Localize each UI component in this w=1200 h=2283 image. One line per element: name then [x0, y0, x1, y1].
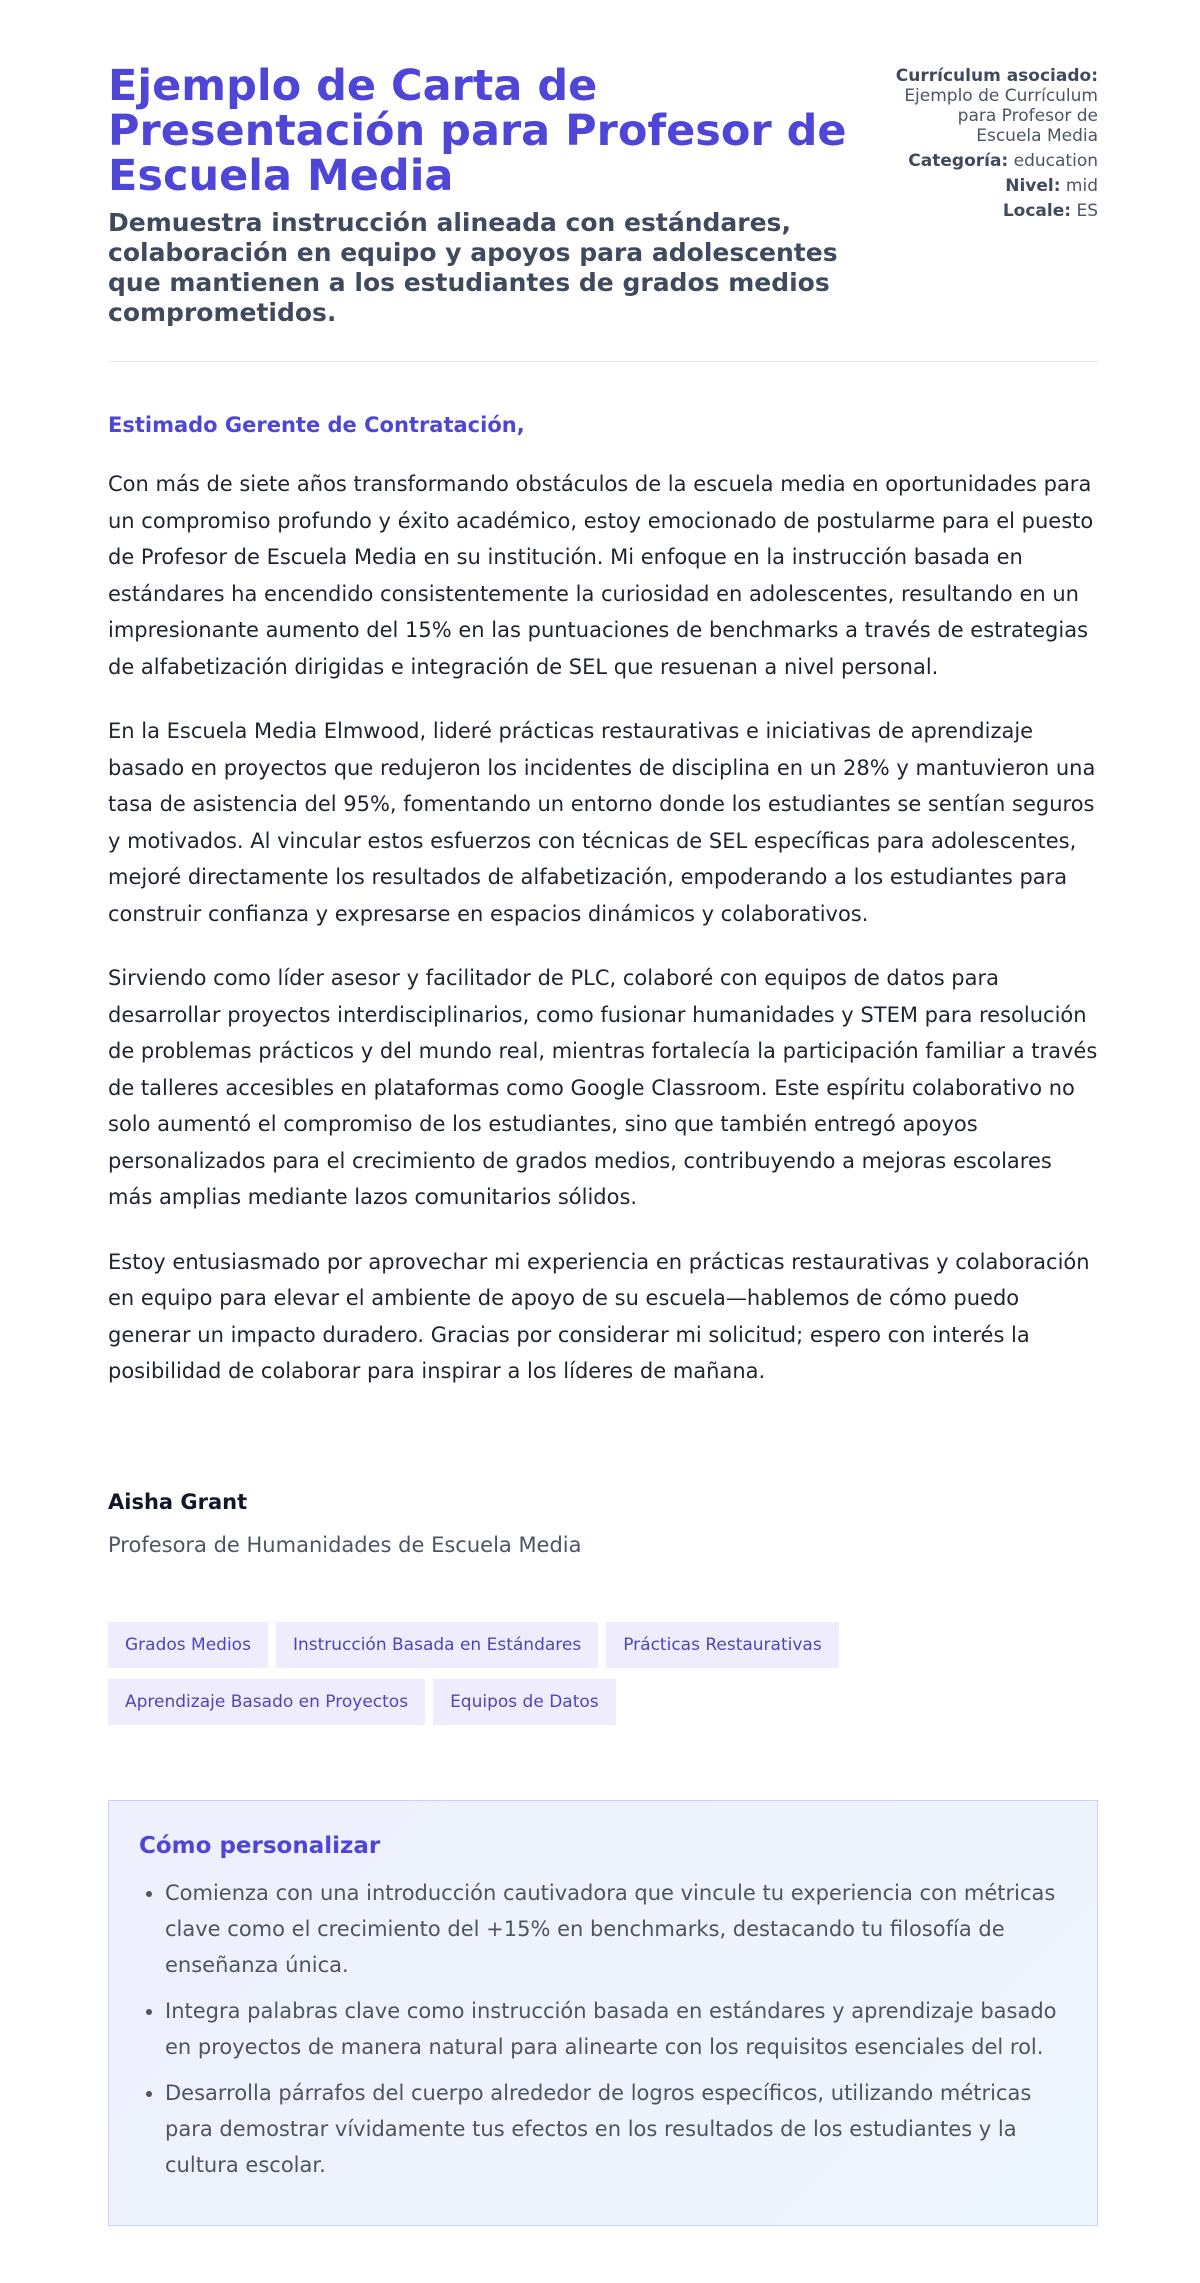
tips-title: Cómo personalizar [139, 1833, 381, 1859]
meta-level [838, 176, 1098, 196]
meta-curriculum-label: Currículum asociado: [895, 66, 1098, 86]
letter-body [108, 466, 1100, 1418]
meta-curriculum [838, 66, 1098, 146]
tips-list-item: • Integra palabras clave como instrucción basada en estándares y aprendizaje basado en proyectos de manera natural para alinearte con los requisitos esenciales del rol. [165, 1993, 1067, 2065]
tips-list-item: • Comienza con una introducción cautivadora que vincule tu experiencia con métricas clave como el crecimiento del +15% en benchmarks, destacando tu filosofía de enseñanza única. [165, 1875, 1067, 1983]
page-subtitle: Demuestra instrucción alineada con estándares, colaboración en equipo y apoyos para adolescentes que mantienen a los estudiantes de grados medios comprometidos. [108, 208, 838, 327]
letter-paragraph: En la Escuela Media Elmwood, lideré prácticas restaurativas e iniciativas de aprendizaje basado en proyectos que redujeron los incidentes de disciplina en un 28% y mantuvieron una tasa de asistencia del 95%, fomentando un entorno donde los estudiantes se sentían seguros y motivados. Al vincular estos esfuerzos con técnicas de SEL específicas para adolescentes, mejoré directamente los resultados de alfabetización, empoderando a los estudiantes para construir confianza y expresarse en espacios dinámicos y colaborativos. [108, 719, 1096, 926]
page-title: Ejemplo de Carta de Presentación para Profesor de Escuela Media [108, 61, 847, 201]
customization-tips [108, 1800, 1098, 2226]
meta-locale-label: Locale: [1002, 201, 1072, 221]
header-divider [108, 361, 1098, 362]
tips-list-item: • Desarrolla párrafos del cuerpo alrededor de logros específicos, utilizando métricas para demostrar vívidamente tus efectos en los resultados de los estudiantes y la cultura escolar. [165, 2075, 1067, 2183]
tag-list [108, 1622, 1098, 1736]
letter-paragraph: Sirviendo como líder asesor y facilitador de PLC, colaboré con equipos de datos para desarrollar proyectos interdisciplinarios, como fusionar humanidades y STEM para resolución de problemas prácticos y del mundo real, mientras fortalecía la participación familiar a través de talleres accesibles en plataformas como Google Classroom. Este espíritu colaborativo no solo aumentó el compromiso de los estudiantes, sino que también entregó apoyos personalizados para el crecimiento de grados medios, contribuyendo a mejoras escolares más amplias mediante lazos comunitarios sólidos. [108, 966, 1098, 1209]
letter-paragraph: Estoy entusiasmado por aprovechar mi experiencia en prácticas restaurativas y colaboración en equipo para elevar el ambiente de apoyo de su escuela—hablemos de cómo puedo generar un impacto duradero. Gracias por considerar mi solicitud; espero con interés la posibilidad de colaborar para inspirar a los líderes de mañana. [108, 1249, 1090, 1383]
tag-chip: Grados Medios [108, 1622, 268, 1668]
tag-chip: Equipos de Datos [433, 1679, 616, 1725]
meta-locale [838, 201, 1098, 221]
signature-name: Aisha Grant [108, 1490, 248, 1514]
letter-paragraph: Con más de siete años transformando obstáculos de la escuela media en oportunidades para un compromiso profundo y éxito académico, estoy emocionado de postularme para el puesto de Profesor de Escuela Media en su institución. Mi enfoque en la instrucción basada en estándares ha encendido consistentemente la curiosidad en adolescentes, resultando en un impresionante aumento del 15% en las puntuaciones de benchmarks a través de estrategias de alfabetización dirigidas e integración de SEL que resuenan a nivel personal. [108, 472, 1094, 679]
tag-chip: Instrucción Basada en Estándares [276, 1622, 598, 1668]
meta-category-label: Categoría: [908, 151, 1009, 171]
meta-category [838, 151, 1098, 171]
tips-list [139, 1875, 1067, 2183]
meta-panel [838, 66, 1098, 226]
meta-level-label: Nivel: [1005, 176, 1061, 196]
meta-locale-value: ES [1076, 201, 1098, 221]
salutation: Estimado Gerente de Contratación, [108, 413, 525, 437]
tag-chip: Aprendizaje Basado en Proyectos [108, 1679, 425, 1725]
tag-chip: Prácticas Restaurativas [606, 1622, 838, 1668]
meta-level-value: mid [1065, 176, 1098, 196]
signature-role: Profesora de Humanidades de Escuela Media [108, 1533, 582, 1557]
meta-category-value: education [1013, 151, 1098, 171]
meta-curriculum-value: Ejemplo de Currículum para Profesor de Escuela Media [904, 86, 1098, 146]
